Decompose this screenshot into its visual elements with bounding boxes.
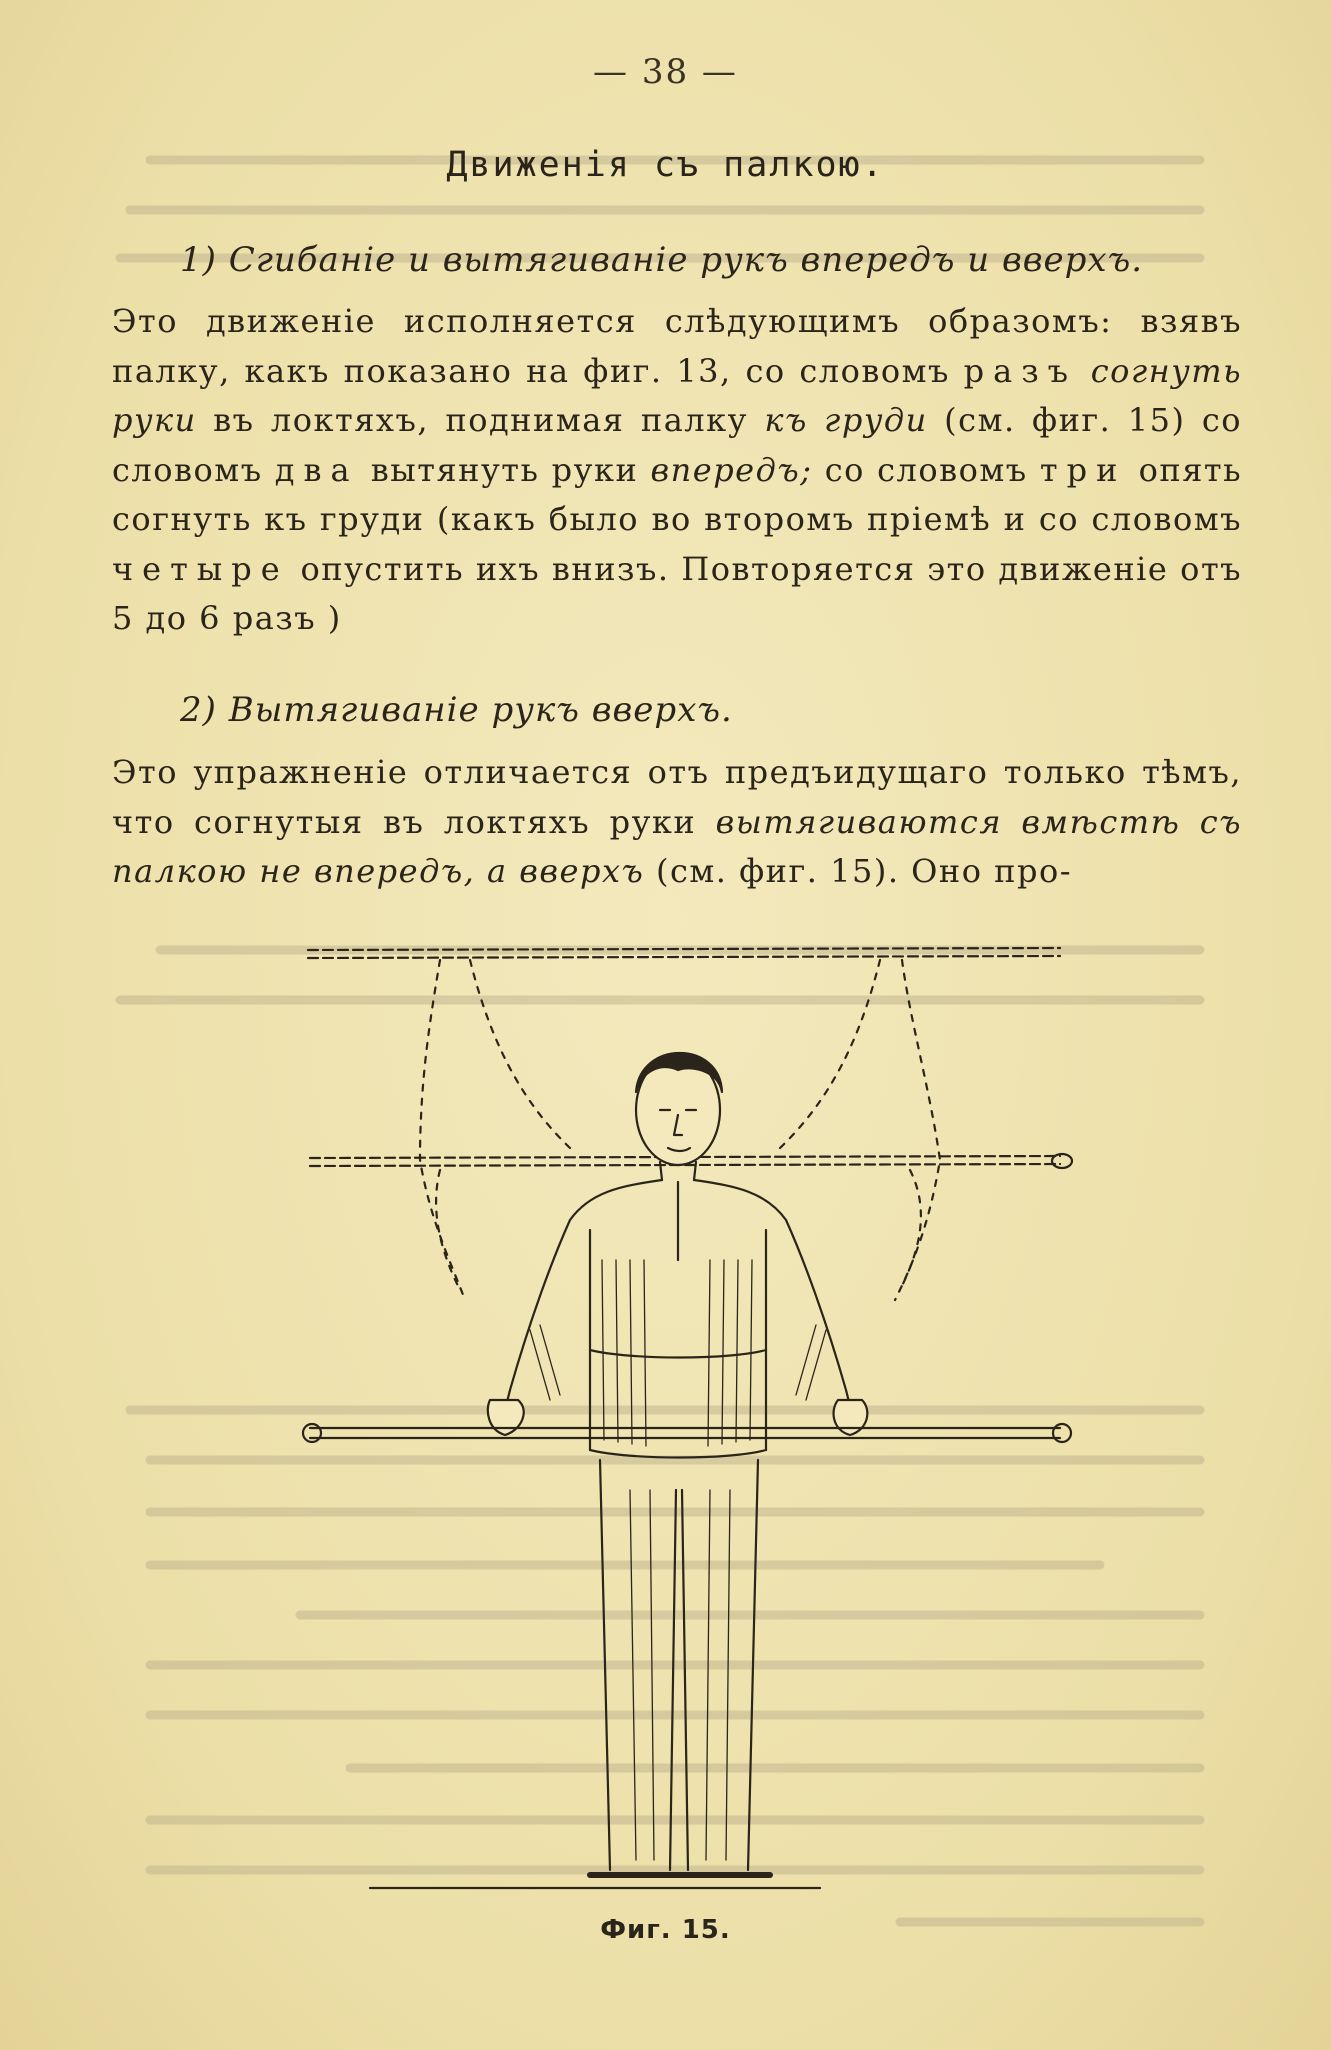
word-tri: три: [1039, 450, 1127, 489]
page-number: — 38 —: [593, 52, 738, 92]
figure-illustration: [290, 930, 1080, 1900]
man-torso: [500, 1180, 856, 1458]
section-1-paragraph: Это движеніе исполняется слѣдующимъ образомъ: взявъ палку, какъ показано на фиг. 13, со словомъ разъ согнуть руки въ локтяхъ, поднимая палку къ груди (см. фиг. 15) со словомъ два вытянуть руки впередъ; со словомъ три опять согнуть къ груди (какъ было во второмъ пріемѣ и со словомъ четыре опустить ихъ внизъ. Повторяется это движеніе отъ 5 до 6 разъ ): [112, 302, 1243, 637]
word-chetyre: четыре: [112, 549, 289, 588]
emphasis-to-chest: къ груди: [764, 401, 928, 439]
dashed-stick-up: [308, 948, 1060, 958]
left-hand: [488, 1400, 524, 1435]
emphasis-forward: впередъ;: [650, 450, 813, 489]
emphasis-stretch-up: вытягиваются вмѣстѣ съ палкою не впередъ, а вверхъ: [112, 802, 1243, 890]
right-hand: [834, 1400, 868, 1435]
man-head: [636, 1053, 722, 1180]
section-title: Движенія съ палкою.: [446, 145, 885, 185]
word-dva: два: [274, 450, 359, 489]
solid-stick: [303, 1424, 1071, 1442]
word-raz: разъ: [963, 351, 1078, 390]
section-2-paragraph: Это упражненіе отличается отъ предъидущаго только тѣмъ, что согнутыя въ локтяхъ руки вытягиваются вмѣстѣ съ палкою не впередъ, а вверхъ (см. фиг. 15). Оно про-: [112, 753, 1243, 890]
man-legs: [590, 1460, 770, 1875]
emphasis-bend-arms: согнуть руки: [112, 351, 1243, 439]
figure-caption: Фиг. 15.: [600, 1915, 731, 1945]
section-1-heading: 1) Сгибаніе и вытягиваніе рукъ впередъ и вверхъ.: [180, 240, 1144, 280]
section-2-heading: 2) Вытягиваніе рукъ вверхъ.: [180, 690, 733, 730]
